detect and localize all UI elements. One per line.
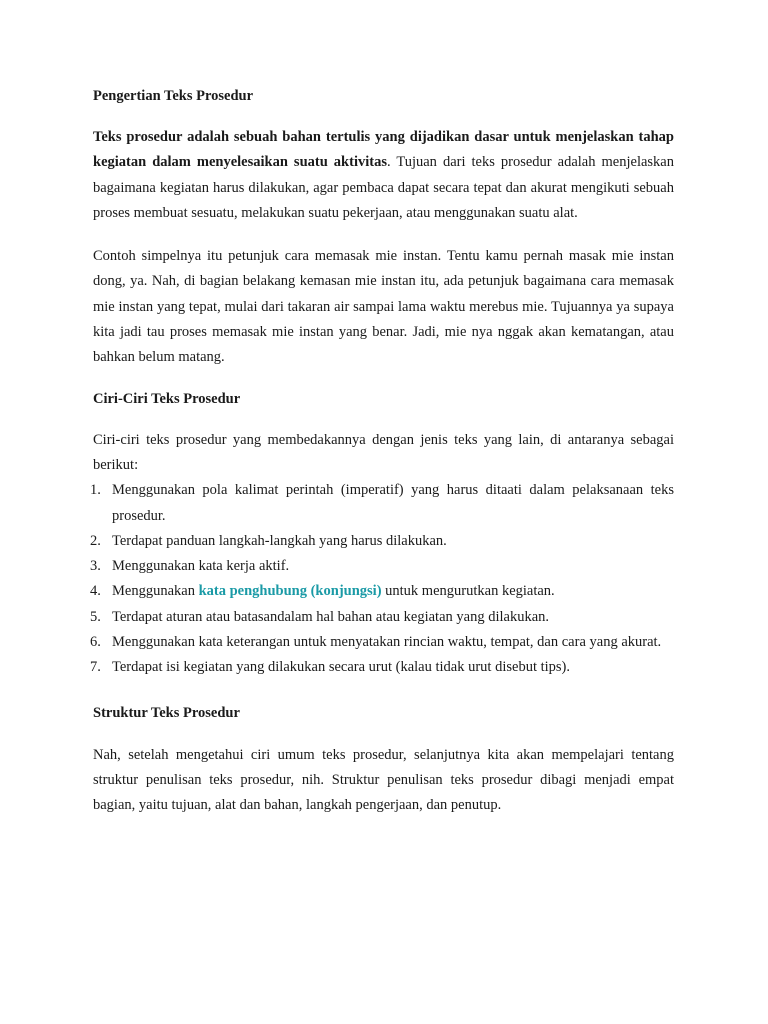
section-heading-pengertian: Pengertian Teks Prosedur [93, 88, 254, 104]
list-item-text: Menggunakan kata kerja aktif. [112, 558, 290, 575]
struktur-paragraph: Nah, setelah mengetahui ciri umum teks prosedur, selanjutnya kita akan mempelajari tentang struktur penulisan teks prosedur, nih. Struktur penulisan teks prosedur dibagi menjadi empat bagian, yaitu tujuan, alat dan bahan, langkah pengerjaan, dan penutup. [93, 746, 674, 814]
ciri-intro-paragraph: Ciri-ciri teks prosedur yang membedakannya dengan jenis teks yang lain, di antaranya sebagai berikut: [93, 431, 674, 473]
konjungsi-link[interactable]: kata penghubung (konjungsi) [198, 583, 382, 600]
list-item-number: 5. [90, 608, 101, 625]
ciri-list [90, 478, 674, 680]
list-item-number: 2. [90, 532, 101, 549]
list-item [90, 554, 674, 579]
list-item [90, 478, 674, 529]
list-item [90, 630, 674, 655]
definition-paragraph [93, 125, 674, 226]
example-paragraph: Contoh simpelnya itu petunjuk cara memasak mie instan. Tentu kamu pernah masak mie instan dong, ya. Nah, di bagian belakang kemasan mie instan itu, ada petunjuk bagaimana cara memasak mie instan yang tepat, mulai dari takaran air sampai lama waktu merebus mie. Tujuannya ya supaya kita jadi tau proses memasak mie instan yang benar. Jadi, mie nya nggak akan kematangan, atau bahkan belum matang. [93, 248, 674, 366]
list-item-text-pre: Menggunakan [112, 583, 199, 600]
definition-bold-text: Teks prosedur adalah sebuah bahan tertulis yang dijadikan dasar untuk menjelaskan tahap kegiatan dalam menyelesaikan suatu aktivitas [93, 129, 674, 171]
list-item-number: 4. [90, 583, 101, 600]
list-item-text: Terdapat aturan atau batasandalam hal bahan atau kegiatan yang dilakukan. [112, 608, 550, 625]
section-heading-struktur: Struktur Teks Prosedur [93, 704, 240, 721]
list-item-number: 3. [90, 558, 101, 575]
list-item-number: 7. [90, 659, 101, 676]
list-item-number: 1. [90, 482, 101, 499]
definition-rest-text: . Tujuan dari teks prosedur adalah menjelaskan bagaimana kegiatan harus dilakukan, agar pembaca dapat secara tepat dan akurat mengikuti sebuah proses membuat sesuatu, melakukan suatu pekerjaan, atau menggunakan suatu alat. [93, 154, 674, 221]
list-item [90, 605, 674, 630]
list-item-text: Menggunakan pola kalimat perintah (imperatif) yang harus ditaati dalam pelaksanaan teks prosedur. [112, 482, 674, 524]
list-item-text: Terdapat isi kegiatan yang dilakukan secara urut (kalau tidak urut disebut tips). [112, 659, 571, 676]
list-item [90, 529, 674, 554]
list-item [90, 579, 674, 604]
list-item-text: Terdapat panduan langkah-langkah yang harus dilakukan. [112, 532, 447, 549]
section-heading-ciri-ciri: Ciri-Ciri Teks Prosedur [93, 390, 241, 407]
list-item [90, 655, 674, 680]
list-item-text-post: untuk mengurutkan kegiatan. [381, 583, 555, 600]
list-item-number: 6. [90, 634, 101, 651]
list-item-text: Menggunakan kata keterangan untuk menyatakan rincian waktu, tempat, dan cara yang akurat. [112, 634, 662, 651]
